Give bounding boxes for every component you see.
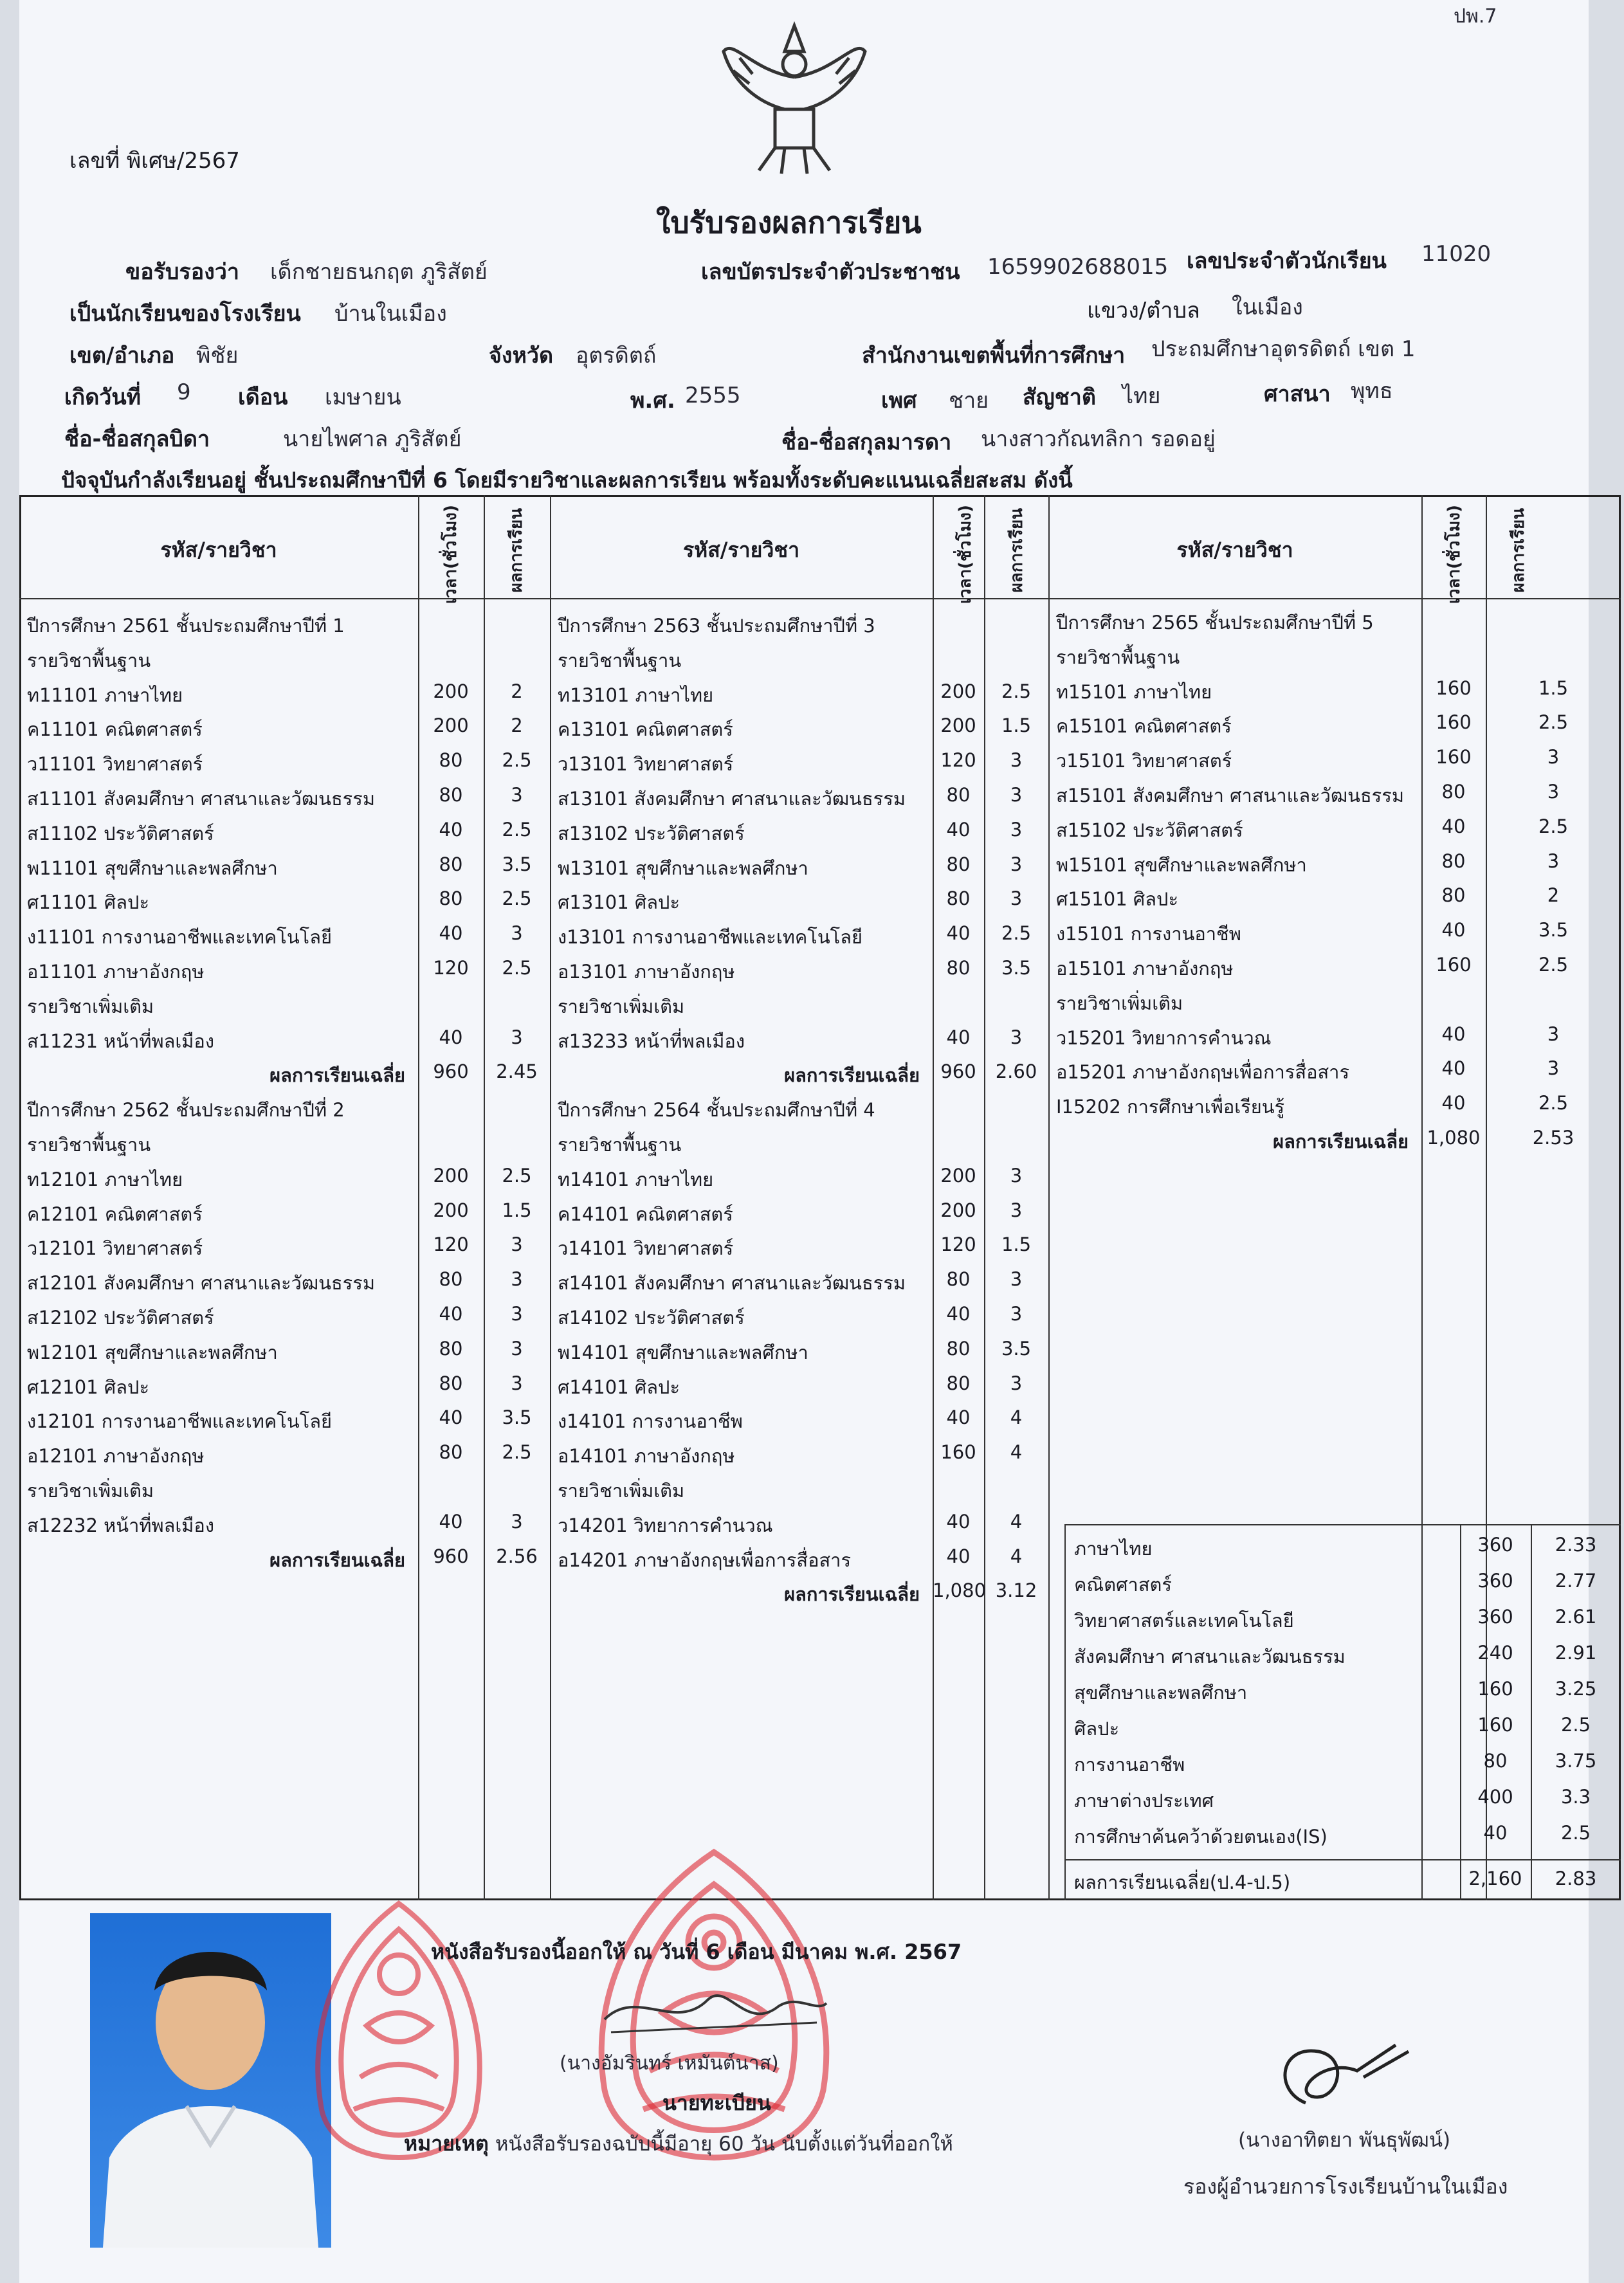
subject-row: ว14201 วิทยาการคำนวณ: [558, 1514, 773, 1536]
grade-value: 3: [1010, 784, 1023, 806]
hours-value: 80: [946, 784, 971, 806]
subject-row: ค13101 คณิตศาสตร์: [558, 718, 733, 741]
grade-value: 3: [511, 1303, 523, 1325]
grade-value: 2.5: [502, 957, 532, 979]
subject-row: ปีการศึกษา 2565 ชั้นประถมศึกษาปีที่ 5: [1056, 612, 1374, 633]
registrar-name: (นางอัมรินทร์ เหมันต์นาส): [560, 2052, 779, 2075]
doc-number: เลขที่ พิเศษ/2567: [69, 148, 240, 174]
grade-value: 4: [1010, 1406, 1023, 1429]
issued-date: หนังสือรับรองนี้ออกให้ ณ วันที่ 6 เดือน มีนาคม พ.ศ. 2567: [431, 1940, 962, 1964]
subject-row: ส11102 ประวัติศาสตร์: [27, 822, 214, 844]
average-label: ผลการเรียนเฉลี่ย: [269, 1549, 405, 1571]
grade-value: 3: [1010, 1372, 1023, 1394]
note-label: หมายเหตุ: [404, 2131, 489, 2156]
subject-row: รายวิชาเพิ่มเติม: [27, 995, 154, 1017]
grade-value: 3.5: [502, 1406, 532, 1429]
subject-row: ศ12101 ศิลปะ: [27, 1376, 150, 1398]
hours-value: 80: [439, 853, 463, 875]
summary-grade: 2.77: [1555, 1570, 1597, 1592]
hours-value: 960: [433, 1060, 469, 1083]
subject-row: อ14101 ภาษาอังกฤษ: [558, 1445, 735, 1468]
student-name: เด็กชายธนกฤต ภูริสัตย์: [270, 259, 488, 285]
hours-value: 1,080: [1427, 1127, 1481, 1149]
district-label: เขต/อำเภอ: [69, 343, 175, 368]
sex-value: ชาย: [949, 388, 989, 414]
subject-row: อ12101 ภาษาอังกฤษ: [27, 1445, 205, 1468]
sex-label: เพศ: [881, 388, 917, 414]
grade-value: 3: [511, 1026, 523, 1048]
hours-value: 40: [1441, 1092, 1466, 1114]
subject-row: ศ14101 ศิลปะ: [558, 1376, 680, 1398]
summary-row: คณิตศาสตร์: [1074, 1574, 1172, 1596]
hours-value: 200: [433, 1164, 469, 1187]
subject-row: ว13101 วิทยาศาสตร์: [558, 753, 734, 776]
summary-grade: 2.5: [1560, 1822, 1591, 1844]
student-photo: [90, 1913, 331, 2248]
birth-year-value: 2555: [685, 383, 741, 408]
student-id-label: เลขประจำตัวนักเรียน: [1187, 248, 1387, 274]
subject-row: รายวิชาพื้นฐาน: [558, 1134, 682, 1156]
subject-row: ว15201 วิทยาการคำนวณ: [1056, 1026, 1272, 1049]
grade-value: 2.5: [502, 887, 532, 910]
deputy-name: (นางอาทิตยา พันธุพัฒน์): [1238, 2129, 1451, 2152]
summary-grade: 3.75: [1555, 1750, 1597, 1772]
table-column-divider: [418, 495, 419, 1900]
summary-row: ศิลปะ: [1074, 1718, 1120, 1740]
hours-value: 200: [433, 714, 469, 737]
hours-value: 40: [439, 818, 463, 841]
birth-day-value: 9: [177, 379, 191, 405]
father-value: นายไพศาล ภูริสัตย์: [283, 426, 462, 452]
table-column-divider: [1421, 495, 1423, 1900]
table-row-divider: [1064, 1524, 1621, 1525]
current-level-statement: ปัจจุบันกำลังเรียนอยู่ ชั้นประถมศึกษาปีที่ 6 โดยมีรายวิชาและผลการเรียน พร้อมทั้งระดับคะแนนเฉลี่ยสะสม ดังนี้: [61, 468, 1073, 493]
grade-value: 2.60: [995, 1060, 1037, 1083]
average-label: ผลการเรียนเฉลี่ย: [784, 1583, 920, 1606]
birth-day-label: เกิดวันที่: [64, 385, 141, 410]
subject-row: รายวิชาพื้นฐาน: [27, 649, 151, 671]
subject-row: ศ11101 ศิลปะ: [27, 891, 150, 914]
summary-total-hours: 2,160: [1468, 1868, 1522, 1889]
grade-value: 3: [1010, 1199, 1023, 1221]
certify-label: ขอรับรองว่า: [125, 259, 239, 285]
grade-value: 3: [511, 1268, 523, 1291]
subject-row: ส12102 ประวัติศาสตร์: [27, 1307, 214, 1329]
summary-hours: 80: [1483, 1750, 1508, 1772]
summary-grade: 2.33: [1555, 1534, 1597, 1556]
father-label: ชื่อ-ชื่อสกุลบิดา: [64, 426, 210, 452]
subject-row: รายวิชาพื้นฐาน: [27, 1134, 151, 1156]
grade-value: 2.5: [502, 1164, 532, 1187]
subject-row: ส12232 หน้าที่พลเมือง: [27, 1514, 215, 1536]
summary-hours: 400: [1477, 1786, 1513, 1808]
summary-row: การงานอาชีพ: [1074, 1754, 1185, 1776]
hours-value: 80: [946, 887, 971, 910]
summary-grade: 2.5: [1560, 1714, 1591, 1736]
grade-value: 3: [511, 1372, 523, 1394]
table-column-divider: [1048, 495, 1050, 1900]
subject-row: อ11101 ภาษาอังกฤษ: [27, 961, 205, 983]
subject-row: อ15201 ภาษาอังกฤษเพื่อการสื่อสาร: [1056, 1061, 1350, 1084]
hours-value: 80: [946, 1372, 971, 1394]
subject-row: ค11101 คณิตศาสตร์: [27, 718, 203, 741]
table-column-divider: [933, 495, 934, 1900]
deputy-title: รองผู้อำนวยการโรงเรียนบ้านในเมือง: [1183, 2174, 1508, 2199]
grade-value: 1.5: [1001, 714, 1032, 737]
subject-row: พ14101 สุขศึกษาและพลศึกษา: [558, 1341, 808, 1363]
average-label: ผลการเรียนเฉลี่ย: [1273, 1131, 1409, 1152]
summary-grade: 2.61: [1555, 1606, 1597, 1628]
hours-value: 200: [433, 1199, 469, 1221]
hours-value: 40: [946, 922, 971, 945]
grade-value: 3.5: [1538, 919, 1569, 941]
grade-value: 3.5: [1001, 957, 1032, 979]
hours-value: 80: [946, 853, 971, 875]
hours-value: 1,080: [933, 1579, 987, 1602]
summary-grade: 2.91: [1555, 1642, 1597, 1664]
subject-row: ค14101 คณิตศาสตร์: [558, 1203, 733, 1225]
hours-value: 80: [439, 1337, 463, 1360]
summary-row: วิทยาศาสตร์และเทคโนโลยี: [1074, 1610, 1294, 1632]
grade-value: 4: [1010, 1441, 1023, 1464]
summary-hours: 40: [1483, 1822, 1508, 1844]
subject-row: ส13233 หน้าที่พลเมือง: [558, 1030, 745, 1052]
header-subject: รหัส/รายวิชา: [1176, 538, 1293, 562]
grade-value: 1.5: [1538, 677, 1569, 699]
grade-value: 3: [1010, 887, 1023, 910]
hours-value: 80: [946, 957, 971, 979]
subject-row: ส11101 สังคมศึกษา ศาสนาและวัฒนธรรม: [27, 788, 375, 810]
grade-value: 2.5: [502, 749, 532, 772]
header-grade: ผลการเรียน: [507, 508, 526, 593]
grade-value: 3: [511, 1510, 523, 1533]
grade-value: 3: [1547, 1057, 1560, 1080]
religion-label: ศาสนา: [1264, 381, 1331, 407]
summary-hours: 360: [1477, 1570, 1513, 1592]
grade-value: 2.5: [502, 818, 532, 841]
hours-value: 40: [946, 1545, 971, 1567]
subject-row: ง14101 การงานอาชีพ: [558, 1410, 743, 1433]
subject-row: ท12101 ภาษาไทย: [27, 1168, 183, 1190]
id-card-value: 1659902688015: [987, 254, 1169, 280]
subject-row: พ15101 สุขศึกษาและพลศึกษา: [1056, 853, 1307, 876]
hours-value: 40: [946, 1026, 971, 1048]
hours-value: 200: [940, 680, 976, 702]
subject-row: ส14102 ประวัติศาสตร์: [558, 1307, 745, 1329]
hours-value: 120: [433, 957, 469, 979]
hours-value: 160: [1436, 677, 1472, 699]
hours-value: 40: [439, 1303, 463, 1325]
subject-row: รายวิชาเพิ่มเติม: [558, 995, 685, 1017]
hours-value: 200: [940, 1199, 976, 1221]
note-text: หนังสือรับรองฉบับนี้มีอายุ 60 วัน นับตั้งแต่วันที่ออกให้: [495, 2133, 953, 2156]
subject-row: รายวิชาเพิ่มเติม: [558, 1480, 685, 1502]
hours-value: 160: [940, 1441, 976, 1464]
hours-value: 40: [946, 818, 971, 841]
subject-row: อ15101 ภาษาอังกฤษ: [1056, 958, 1234, 979]
subdistrict-value: ในเมือง: [1232, 295, 1303, 320]
average-label: ผลการเรียนเฉลี่ย: [784, 1064, 920, 1087]
grade-value: 2.5: [1538, 954, 1569, 976]
subject-row: ส11231 หน้าที่พลเมือง: [27, 1030, 215, 1052]
id-card-label: เลขบัตรประจำตัวประชาชน: [701, 259, 960, 285]
subject-row: อ13101 ภาษาอังกฤษ: [558, 961, 735, 983]
summary-hours: 160: [1477, 1714, 1513, 1736]
registrar-signature-icon: [598, 1974, 830, 2045]
table-column-divider: [1064, 1524, 1066, 1900]
subject-row: ส12101 สังคมศึกษา ศาสนาและวัฒนธรรม: [27, 1272, 375, 1295]
hours-value: 40: [1441, 919, 1466, 941]
hours-value: 120: [433, 1233, 469, 1256]
subject-row: พ13101 สุขศึกษาและพลศึกษา: [558, 857, 808, 879]
district-value: พิชัย: [196, 343, 239, 368]
summary-row: ภาษาไทย: [1074, 1538, 1153, 1560]
grade-value: 2.5: [1538, 711, 1569, 734]
grade-value: 3: [1010, 1026, 1023, 1048]
garuda-emblem-icon: [714, 13, 875, 180]
subject-row: ท13101 ภาษาไทย: [558, 684, 714, 706]
hours-value: 160: [1436, 711, 1472, 734]
grade-value: 2.53: [1532, 1127, 1574, 1149]
grade-value: 2: [511, 680, 523, 702]
hours-value: 120: [940, 749, 976, 772]
hours-value: 80: [439, 887, 463, 910]
summary-row: ภาษาต่างประเทศ: [1074, 1790, 1214, 1812]
grade-value: 3: [1010, 749, 1023, 772]
subject-row: I15202 การศึกษาเพื่อเรียนรู้: [1056, 1096, 1285, 1118]
subject-row: ท14101 ภาษาไทย: [558, 1168, 714, 1190]
subject-row: ส15101 สังคมศึกษา ศาสนาและวัฒนธรรม: [1056, 785, 1404, 806]
subject-row: ส15102 ประวัติศาสตร์: [1056, 819, 1243, 841]
grade-value: 3: [1010, 1268, 1023, 1291]
summary-hours: 160: [1477, 1678, 1513, 1700]
subject-row: ง13101 การงานอาชีพและเทคโนโลยี: [558, 926, 863, 949]
grades-table: [19, 495, 1621, 1900]
grade-value: 2.5: [1538, 1092, 1569, 1114]
grade-value: 2.5: [1001, 680, 1032, 702]
table-row-divider: [1064, 1859, 1621, 1860]
summary-hours: 360: [1477, 1534, 1513, 1556]
subject-row: ปีการศึกษา 2561 ชั้นประถมศึกษาปีที่ 1: [27, 615, 345, 637]
subject-row: ท11101 ภาษาไทย: [27, 684, 183, 706]
subject-row: ศ15101 ศิลปะ: [1056, 888, 1179, 911]
hours-value: 40: [946, 1406, 971, 1429]
subject-row: พ11101 สุขศึกษาและพลศึกษา: [27, 857, 278, 879]
grade-value: 3: [1547, 1023, 1560, 1045]
hours-value: 80: [439, 1441, 463, 1464]
subject-row: รายวิชาพื้นฐาน: [1056, 646, 1180, 668]
summary-row: สุขศึกษาและพลศึกษา: [1074, 1682, 1248, 1704]
school-label: เป็นนักเรียนของโรงเรียน: [69, 301, 301, 327]
subject-row: ปีการศึกษา 2563 ชั้นประถมศึกษาปีที่ 3: [558, 615, 875, 637]
summary-hours: 240: [1477, 1642, 1513, 1664]
table-column-divider: [984, 495, 985, 1900]
hours-value: 40: [1441, 1023, 1466, 1045]
nationality-value: ไทย: [1122, 383, 1161, 409]
hours-value: 120: [940, 1233, 976, 1256]
table-row-divider: [19, 598, 1621, 599]
subject-row: รายวิชาเพิ่มเติม: [27, 1480, 154, 1502]
subject-row: ปีการศึกษา 2564 ชั้นประถมศึกษาปีที่ 4: [558, 1099, 875, 1122]
subject-row: ว11101 วิทยาศาสตร์: [27, 753, 203, 776]
subject-row: รายวิชาพื้นฐาน: [558, 649, 682, 671]
header-hours: เวลา(ชั่วโมง): [956, 505, 975, 604]
subject-row: ท15101 ภาษาไทย: [1056, 680, 1212, 703]
province-value: อุตรดิตถ์: [576, 343, 657, 368]
subject-row: ส13102 ประวัติศาสตร์: [558, 822, 745, 844]
hours-value: 160: [1436, 954, 1472, 976]
religion-value: พุทธ: [1351, 378, 1393, 404]
hours-value: 40: [439, 1026, 463, 1048]
hours-value: 40: [439, 1406, 463, 1429]
hours-value: 80: [1441, 850, 1466, 872]
nationality-label: สัญชาติ: [1023, 385, 1096, 410]
student-id-value: 11020: [1421, 241, 1492, 267]
form-number: ปพ.7: [1454, 5, 1497, 28]
hours-value: 40: [439, 922, 463, 945]
grade-value: 2.45: [496, 1060, 538, 1083]
subject-row: ว14101 วิทยาศาสตร์: [558, 1237, 734, 1260]
hours-value: 80: [439, 1372, 463, 1394]
student-silhouette-icon: [90, 1913, 331, 2248]
header-hours: เวลา(ชั่วโมง): [441, 505, 461, 604]
grade-value: 2: [1547, 884, 1560, 907]
hours-value: 200: [940, 714, 976, 737]
header-grade: ผลการเรียน: [1509, 508, 1528, 593]
summary-grade: 3.3: [1560, 1786, 1591, 1808]
table-column-divider: [484, 495, 485, 1900]
subject-row: พ12101 สุขศึกษาและพลศึกษา: [27, 1341, 278, 1363]
subject-row: ว12101 วิทยาศาสตร์: [27, 1237, 203, 1260]
grade-value: 1.5: [502, 1199, 532, 1221]
subject-row: ว15101 วิทยาศาสตร์: [1056, 750, 1232, 772]
subject-row: ค12101 คณิตศาสตร์: [27, 1203, 203, 1225]
grade-value: 2.5: [1538, 815, 1569, 837]
grade-value: 3.12: [995, 1579, 1037, 1602]
hours-value: 960: [433, 1545, 469, 1567]
birth-month-label: เดือน: [238, 385, 288, 410]
grade-value: 3.5: [502, 853, 532, 875]
hours-value: 40: [946, 1510, 971, 1533]
grade-value: 2.5: [502, 1441, 532, 1464]
summary-total-grade: 2.83: [1555, 1868, 1597, 1889]
birth-year-label: พ.ศ.: [630, 388, 675, 414]
grade-value: 3: [1547, 746, 1560, 769]
hours-value: 40: [946, 1303, 971, 1325]
mother-value: นางสาวกัณทลิกา รอดอยู่: [981, 426, 1216, 452]
hours-value: 40: [1441, 1057, 1466, 1080]
subject-row: ส14101 สังคมศึกษา ศาสนาและวัฒนธรรม: [558, 1272, 906, 1295]
subject-row: รายวิชาเพิ่มเติม: [1056, 992, 1183, 1014]
subject-row: ง12101 การงานอาชีพและเทคโนโลยี: [27, 1410, 333, 1433]
hours-value: 960: [940, 1060, 976, 1083]
mother-label: ชื่อ-ชื่อสกุลมารดา: [781, 430, 952, 455]
subject-row: อ14201 ภาษาอังกฤษเพื่อการสื่อสาร: [558, 1549, 852, 1571]
birth-month-value: เมษายน: [325, 385, 401, 410]
grade-value: 3: [1010, 853, 1023, 875]
header-hours: เวลา(ชั่วโมง): [1445, 505, 1464, 604]
summary-grade: 3.25: [1555, 1678, 1597, 1700]
summary-row: การศึกษาค้นคว้าด้วยตนเอง(IS): [1074, 1826, 1327, 1848]
area-value: ประถมศึกษาอุตรดิตถ์ เขต 1: [1151, 336, 1416, 362]
subject-row: ค15101 คณิตศาสตร์: [1056, 715, 1232, 738]
hours-value: 80: [1441, 781, 1466, 803]
average-label: ผลการเรียนเฉลี่ย: [269, 1064, 405, 1087]
summary-hours: 360: [1477, 1606, 1513, 1628]
subject-row: ศ13101 ศิลปะ: [558, 891, 680, 914]
grade-value: 2: [511, 714, 523, 737]
grade-value: 3: [511, 1337, 523, 1360]
grade-value: 1.5: [1001, 1233, 1032, 1256]
grade-value: 2.5: [1001, 922, 1032, 945]
hours-value: 80: [1441, 884, 1466, 907]
header-subject: รหัส/รายวิชา: [160, 538, 277, 562]
grade-value: 3: [511, 784, 523, 806]
province-label: จังหวัด: [489, 343, 554, 368]
subject-row: ง15101 การงานอาชีพ: [1056, 923, 1241, 945]
grade-value: 3: [1010, 1164, 1023, 1187]
hours-value: 80: [439, 1268, 463, 1291]
hours-value: 80: [439, 749, 463, 772]
grade-value: 3: [511, 922, 523, 945]
grade-value: 3: [1010, 1303, 1023, 1325]
subject-row: ส13101 สังคมศึกษา ศาสนาและวัฒนธรรม: [558, 788, 906, 810]
grade-value: 3.5: [1001, 1337, 1032, 1360]
grade-value: 3: [1547, 781, 1560, 803]
grade-value: 3: [1010, 818, 1023, 841]
hours-value: 80: [946, 1268, 971, 1291]
deputy-signature-icon: [1267, 2032, 1421, 2116]
hours-value: 80: [946, 1337, 971, 1360]
registrar-title: นายทะเบียน: [662, 2091, 771, 2115]
summary-total-label: ผลการเรียนเฉลี่ย(ป.4-ป.5): [1074, 1871, 1291, 1893]
school-value: บ้านในเมือง: [334, 301, 447, 327]
page-title: ใบรับรองผลการเรียน: [656, 205, 922, 240]
hours-value: 160: [1436, 746, 1472, 769]
grade-value: 3: [511, 1233, 523, 1256]
area-label: สำนักงานเขตพื้นที่การศึกษา: [862, 343, 1126, 368]
table-column-divider: [550, 495, 551, 1900]
subject-row: ง11101 การงานอาชีพและเทคโนโลยี: [27, 926, 333, 949]
summary-row: สังคมศึกษา ศาสนาและวัฒนธรรม: [1074, 1646, 1346, 1668]
subdistrict-label: แขวง/ตำบล: [1087, 298, 1200, 323]
grade-value: 2.56: [496, 1545, 538, 1567]
hours-value: 40: [1441, 815, 1466, 837]
grade-value: 3: [1547, 850, 1560, 872]
subject-row: ปีการศึกษา 2562 ชั้นประถมศึกษาปีที่ 2: [27, 1099, 345, 1122]
grade-value: 4: [1010, 1545, 1023, 1567]
hours-value: 80: [439, 784, 463, 806]
grade-value: 4: [1010, 1510, 1023, 1533]
header-grade: ผลการเรียน: [1007, 508, 1026, 593]
hours-value: 200: [940, 1164, 976, 1187]
hours-value: 40: [439, 1510, 463, 1533]
header-subject: รหัส/รายวิชา: [682, 538, 800, 562]
hours-value: 200: [433, 680, 469, 702]
